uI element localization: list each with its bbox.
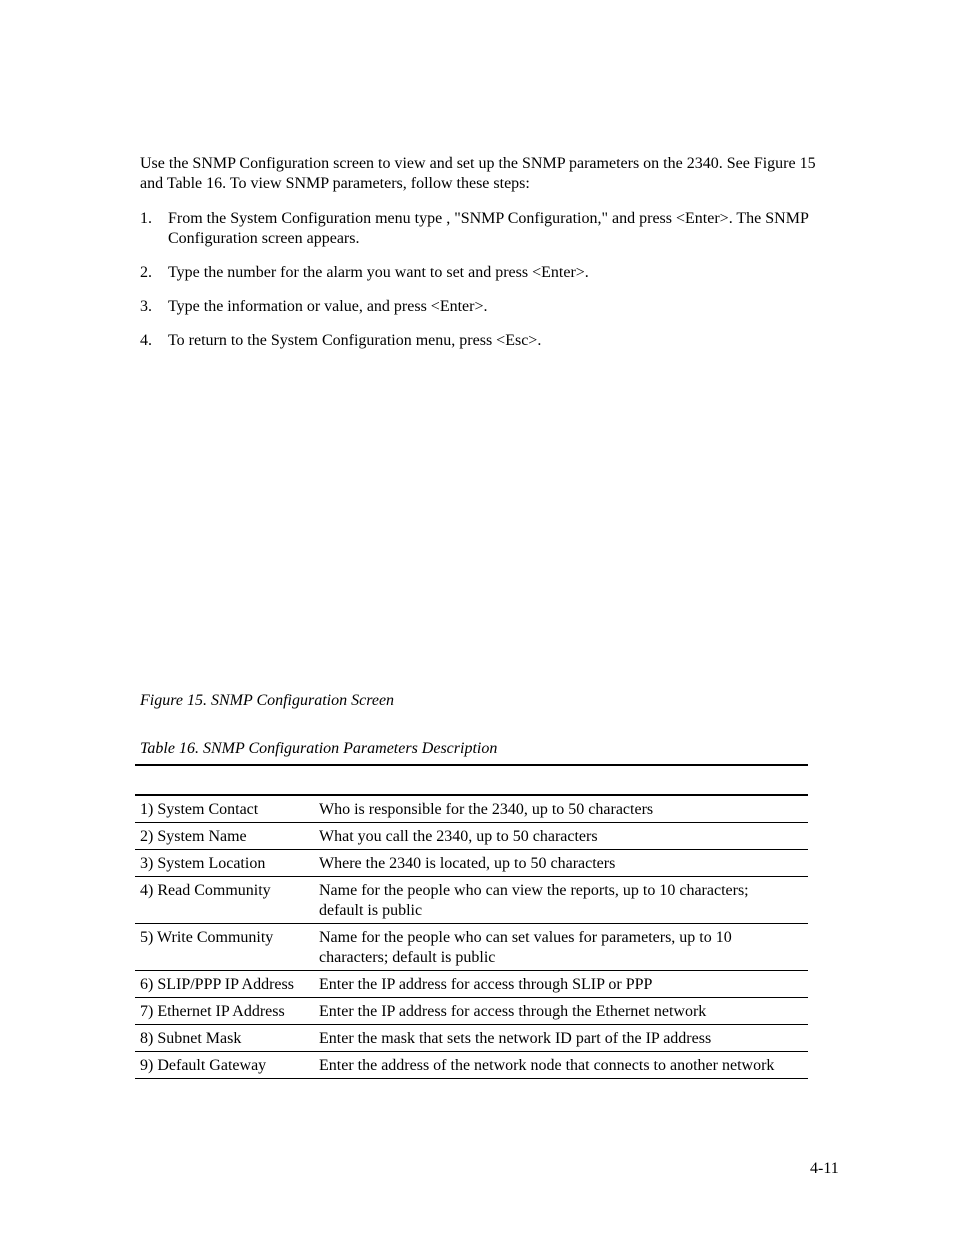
table-row <box>135 924 808 971</box>
step-item <box>140 331 830 351</box>
step-item <box>140 263 830 283</box>
param-description-cell: Who is responsible for the 2340, up to 50 characters <box>319 801 654 818</box>
table-caption: Table 16. SNMP Configuration Parameters Description <box>140 740 498 757</box>
param-name-cell: 4) Read Community <box>140 882 271 899</box>
table-row <box>135 998 808 1025</box>
step-number: 4. <box>140 332 152 349</box>
param-name-cell: 1) System Contact <box>140 801 259 818</box>
param-description-cell: Where the 2340 is located, up to 50 characters <box>319 855 616 872</box>
step-item <box>140 209 830 249</box>
step-text: To return to the System Configuration menu, press <Esc>. <box>168 332 542 349</box>
param-name-cell: 5) Write Community <box>140 929 274 946</box>
param-description-cell: What you call the 2340, up to 50 characters <box>319 828 598 845</box>
param-name-cell: 9) Default Gateway <box>140 1057 267 1074</box>
param-description-cell: Enter the IP address for access through the Ethernet network <box>319 1003 707 1020</box>
param-description-cell: Enter the address of the network node that connects to another network <box>319 1057 775 1074</box>
table-row <box>135 1025 808 1052</box>
param-name-cell: 6) SLIP/PPP IP Address <box>140 976 294 993</box>
table-row <box>135 796 808 823</box>
step-number: 1. <box>140 210 152 227</box>
intro-paragraph: Use the SNMP Configuration screen to view and set up the SNMP parameters on the 2340. See Figure 15 and Table 16. To view SNMP parameters, follow these steps: <box>140 155 816 192</box>
param-description-cell: Enter the mask that sets the network ID part of the IP address <box>319 1030 712 1047</box>
step-text: From the System Configuration menu type , "SNMP Configuration," and press <Enter>. The SNMP Configuration screen appears. <box>168 210 809 247</box>
step-text: Type the number for the alarm you want to set and press <Enter>. <box>168 264 589 281</box>
page-number: 4-11 <box>810 1160 839 1177</box>
param-description-cell: Name for the people who can view the reports, up to 10 characters; default is public <box>319 882 749 919</box>
table-row <box>135 877 808 924</box>
table-row <box>135 971 808 998</box>
step-text: Type the information or value, and press <Enter>. <box>168 298 488 315</box>
param-name-cell: 7) Ethernet IP Address <box>140 1003 285 1020</box>
table-header <box>135 766 808 796</box>
param-description-cell: Enter the IP address for access through SLIP or PPP <box>319 976 653 993</box>
parameters-table <box>135 764 808 1079</box>
step-number: 3. <box>140 298 152 315</box>
param-name-cell: 3) System Location <box>140 855 266 872</box>
table-row <box>135 1052 808 1079</box>
param-description-cell: Name for the people who can set values for parameters, up to 10 characters; default is public <box>319 929 732 966</box>
table-row <box>135 850 808 877</box>
param-name-cell: 2) System Name <box>140 828 247 845</box>
param-name-cell: 8) Subnet Mask <box>140 1030 242 1047</box>
figure-caption: Figure 15. SNMP Configuration Screen <box>140 692 395 709</box>
table-row <box>135 823 808 850</box>
steps-list <box>140 209 830 365</box>
step-number: 2. <box>140 264 152 281</box>
step-item <box>140 297 830 317</box>
